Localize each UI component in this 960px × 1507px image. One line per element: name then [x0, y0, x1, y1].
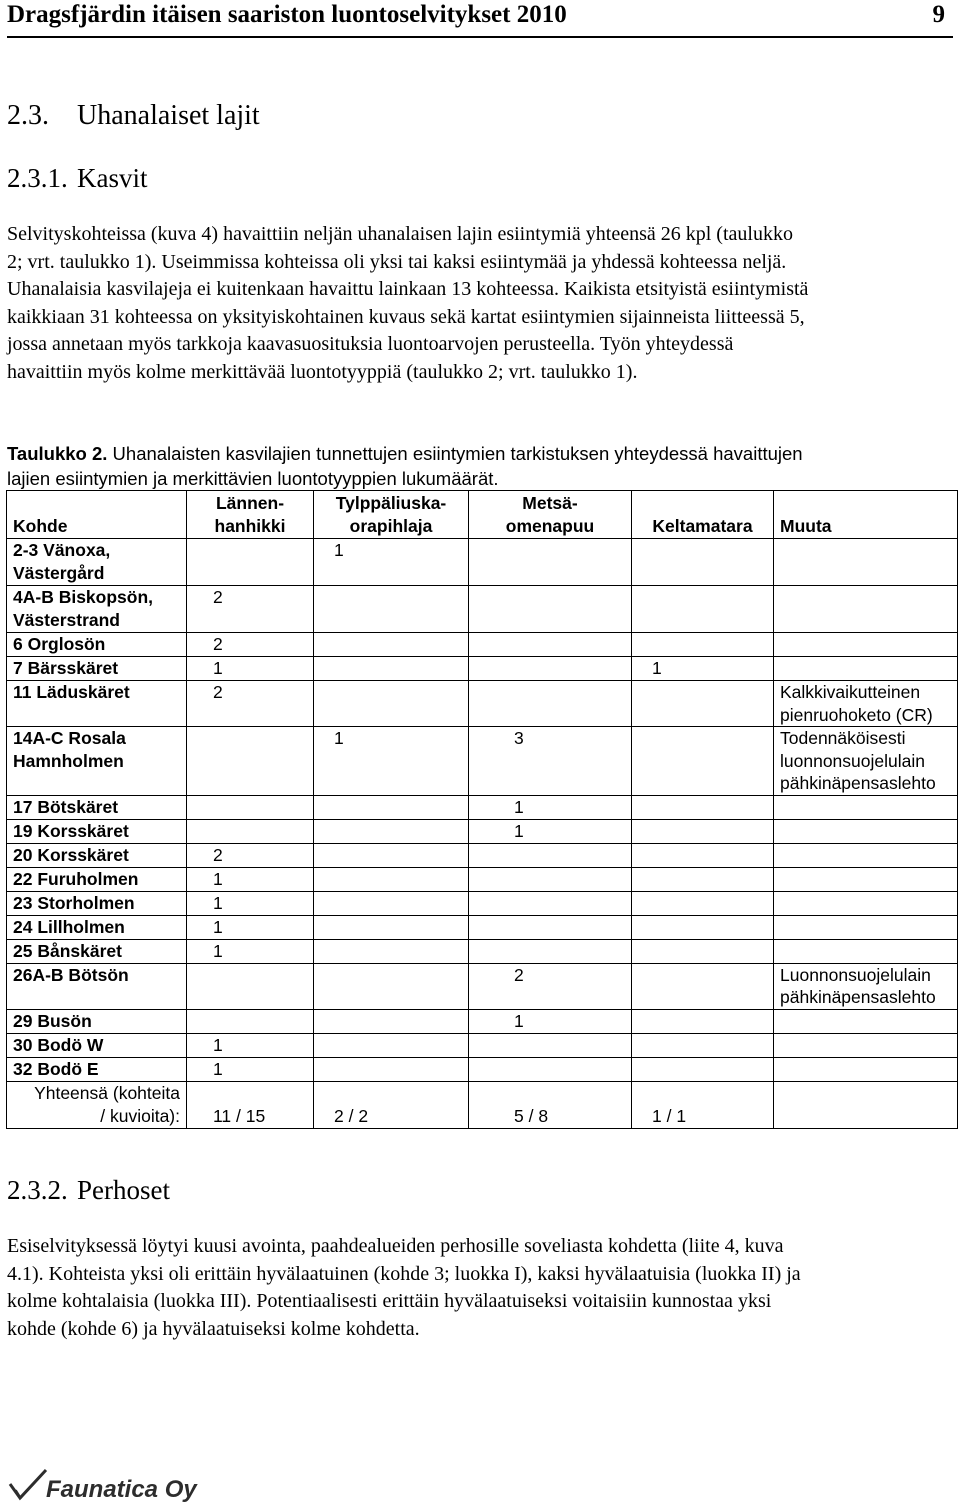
muuta-line: pähkinäpensaslehto: [780, 987, 936, 1007]
table-row: [7, 1033, 958, 1057]
metsaomenapuu-cell: [469, 657, 632, 681]
total-metsaomenapuu: 5 / 8: [469, 1081, 632, 1128]
header-line: hanhikki: [214, 516, 286, 536]
paragraph-perhoset: [7, 1233, 947, 1343]
keltamatara-cell: [632, 1057, 774, 1081]
muuta-line: pähkinäpensaslehto: [780, 773, 936, 793]
total-label-line: / kuvioita):: [100, 1105, 180, 1126]
header-tylppaliuskaorapihlaja: [314, 491, 469, 539]
header-muuta: Muuta: [774, 491, 958, 539]
site-cell: [7, 891, 187, 915]
subsection-number: 2.3.2.: [7, 1175, 68, 1205]
site-cell: [7, 843, 187, 867]
site-name: 32 Bodö E: [13, 1058, 99, 1079]
muuta-cell: [774, 915, 958, 939]
muuta-cell: [774, 939, 958, 963]
table-row: [7, 633, 958, 657]
table-row: [7, 915, 958, 939]
header-metsaomenapuu: [469, 491, 632, 539]
header-line: Tylppäliuska-: [335, 493, 447, 513]
subsection-title: Perhoset: [77, 1175, 170, 1205]
metsaomenapuu-cell: [469, 586, 632, 633]
paragraph-line: jossa annetaan myös tarkkoja kaavasuosituksia luontoarvojen perusteella. Työn yhteydessä: [7, 333, 734, 355]
metsaomenapuu-cell: 1: [469, 819, 632, 843]
lannenhanhikki-cell: 2: [187, 681, 314, 727]
total-row: [7, 1081, 958, 1128]
keltamatara-cell: [632, 915, 774, 939]
lannenhanhikki-cell: 1: [187, 915, 314, 939]
muuta-cell: [774, 727, 958, 796]
table-row: [7, 819, 958, 843]
metsaomenapuu-cell: [469, 539, 632, 586]
keltamatara-cell: [632, 867, 774, 891]
paragraph-kasvit: [7, 221, 947, 386]
metsaomenapuu-cell: [469, 681, 632, 727]
table-row: [7, 795, 958, 819]
site-cell: [7, 1057, 187, 1081]
muuta-line: pienruohoketo (CR): [780, 704, 933, 725]
site-name: 26A-B Bötsön: [13, 964, 129, 985]
total-keltamatara: 1 / 1: [632, 1081, 774, 1128]
keltamatara-cell: [632, 633, 774, 657]
header-kohde: Kohde: [7, 491, 187, 539]
keltamatara-cell: 1: [632, 657, 774, 681]
header-keltamatara: Keltamatara: [632, 491, 774, 539]
logo-text: Faunatica Oy: [46, 1476, 197, 1503]
metsaomenapuu-cell: 1: [469, 1009, 632, 1033]
metsaomenapuu-cell: [469, 1033, 632, 1057]
site-name: 24 Lillholmen: [13, 916, 125, 937]
tylppaliuskaorapihlaja-cell: [314, 586, 469, 633]
keltamatara-cell: [632, 727, 774, 796]
table-header-row: [7, 491, 958, 539]
muuta-cell: [774, 963, 958, 1009]
muuta-line: Kalkkivaikutteinen: [780, 682, 921, 702]
page-number: 9: [932, 1, 945, 28]
site-cell: [7, 657, 187, 681]
site-name: 19 Korsskäret: [13, 820, 129, 841]
metsaomenapuu-cell: 2: [469, 963, 632, 1009]
table-row: [7, 539, 958, 586]
muuta-cell: [774, 1033, 958, 1057]
keltamatara-cell: [632, 939, 774, 963]
site-cell: [7, 963, 187, 1009]
site-name: 23 Storholmen: [13, 892, 135, 913]
muuta-cell: [774, 633, 958, 657]
paragraph-line: Selvityskohteissa (kuva 4) havaittiin neljän uhanalaisen lajin esiintymiä yhteensä 26 kpl (taulukko: [7, 223, 793, 245]
keltamatara-cell: [632, 1009, 774, 1033]
lannenhanhikki-cell: 2: [187, 586, 314, 633]
tylppaliuskaorapihlaja-cell: [314, 1033, 469, 1057]
keltamatara-cell: [632, 681, 774, 727]
header-line: Metsä-: [522, 493, 578, 513]
metsaomenapuu-cell: 1: [469, 795, 632, 819]
tylppaliuskaorapihlaja-cell: [314, 819, 469, 843]
muuta-cell: [774, 681, 958, 727]
muuta-cell: [774, 795, 958, 819]
muuta-cell: [774, 843, 958, 867]
site-name: 4A-B Biskopsön,: [13, 587, 154, 607]
subsection-title: Kasvit: [77, 163, 148, 193]
document-title: Dragsfjärdin itäisen saariston luontoselvitykset 2010: [7, 1, 567, 28]
checkmark-swoosh-icon: [8, 1468, 48, 1504]
paragraph-line: havaittiin myös kolme merkittävää luontotyyppiä (taulukko 2; vrt. taulukko 1).: [7, 360, 638, 383]
site-cell: [7, 1033, 187, 1057]
muuta-cell: [774, 657, 958, 681]
muuta-cell: [774, 539, 958, 586]
lannenhanhikki-cell: 1: [187, 1033, 314, 1057]
tylppaliuskaorapihlaja-cell: [314, 963, 469, 1009]
metsaomenapuu-cell: [469, 939, 632, 963]
metsaomenapuu-cell: [469, 1057, 632, 1081]
site-cell: [7, 795, 187, 819]
site-name: 25 Bånskäret: [13, 940, 122, 961]
metsaomenapuu-cell: [469, 633, 632, 657]
site-cell: [7, 633, 187, 657]
subsection-heading-kasvit: [7, 163, 148, 194]
caption-label: Taulukko 2.: [7, 443, 108, 464]
lannenhanhikki-cell: 1: [187, 867, 314, 891]
metsaomenapuu-cell: [469, 843, 632, 867]
keltamatara-cell: [632, 586, 774, 633]
total-label: [7, 1081, 187, 1128]
table-row: [7, 681, 958, 727]
section-heading: [7, 100, 260, 132]
lannenhanhikki-cell: [187, 1009, 314, 1033]
lannenhanhikki-cell: 1: [187, 1057, 314, 1081]
tylppaliuskaorapihlaja-cell: 1: [314, 727, 469, 796]
lannenhanhikki-cell: [187, 963, 314, 1009]
muuta-cell: [774, 1057, 958, 1081]
site-cell: [7, 1009, 187, 1033]
muuta-cell: [774, 586, 958, 633]
site-name: 14A-C Rosala: [13, 728, 126, 748]
metsaomenapuu-cell: [469, 891, 632, 915]
paragraph-line: kolme kohtalaisia (luokka III). Potentiaalisesti erittäin hyvälaatuiseksi voitaisiin kunnostaa yksi: [7, 1290, 772, 1312]
tylppaliuskaorapihlaja-cell: [314, 843, 469, 867]
site-name: 17 Bötskäret: [13, 796, 119, 817]
lannenhanhikki-cell: 2: [187, 633, 314, 657]
table-row: [7, 939, 958, 963]
site-name: 6 Orglosön: [13, 634, 106, 654]
table-row: [7, 586, 958, 633]
muuta-cell: [774, 867, 958, 891]
header-lannenhanhikki: [187, 491, 314, 539]
table-row: [7, 867, 958, 891]
keltamatara-cell: [632, 891, 774, 915]
site-name: 22 Furuholmen: [13, 868, 139, 889]
header-line: orapihlaja: [349, 516, 433, 536]
header-line: Lännen-: [215, 493, 285, 513]
paragraph-line: kaikkiaan 31 kohteessa on yksityiskohtainen kuvaus sekä kartat esiintymien sijainneista liitteessä 5,: [7, 305, 805, 328]
lannenhanhikki-cell: 1: [187, 891, 314, 915]
tylppaliuskaorapihlaja-cell: [314, 681, 469, 727]
site-name: Västerstrand: [13, 610, 120, 630]
site-cell: [7, 939, 187, 963]
keltamatara-cell: [632, 1033, 774, 1057]
site-cell: [7, 915, 187, 939]
metsaomenapuu-cell: 3: [469, 727, 632, 796]
lannenhanhikki-cell: 1: [187, 657, 314, 681]
site-name: 29 Busön: [13, 1010, 92, 1031]
section-title: Uhanalaiset lajit: [77, 100, 260, 131]
total-lannenhanhikki: 11 / 15: [187, 1081, 314, 1128]
caption-text: Uhanalaisten kasvilajien tunnettujen esiintymien tarkistuksen yhteydessä havaittujen: [107, 443, 803, 464]
tylppaliuskaorapihlaja-cell: [314, 891, 469, 915]
section-number: 2.3.: [7, 100, 49, 131]
site-cell: [7, 539, 187, 586]
muuta-line: Todennäköisesti: [780, 728, 906, 748]
table-row: [7, 1009, 958, 1033]
site-name: 30 Bodö W: [13, 1034, 104, 1055]
muuta-cell: [774, 819, 958, 843]
paragraph-line: 4.1). Kohteista yksi oli erittäin hyvälaatuinen (kohde 3; luokka I), kaksi hyvälaatuisia (luokka II) ja: [7, 1262, 801, 1285]
paragraph-line: 2; vrt. taulukko 1). Useimmissa kohteissa oli yksi tai kaksi esiintymää ja yhdessä kohteessa neljä.: [7, 250, 787, 273]
total-tylppaliuskaorapihlaja: 2 / 2: [314, 1081, 469, 1128]
site-cell: [7, 586, 187, 633]
table-row: [7, 1057, 958, 1081]
caption-text: lajien esiintymien ja merkittävien luontotyyppien lukumäärät.: [7, 468, 499, 489]
page-header: [7, 0, 953, 38]
muuta-cell: [774, 891, 958, 915]
site-cell: [7, 867, 187, 891]
table-row: [7, 891, 958, 915]
faunatica-logo: [8, 1468, 198, 1504]
table-caption: [7, 441, 952, 491]
header-line: omenapuu: [505, 516, 595, 536]
paragraph-line: Uhanalaisia kasvilajeja ei kuitenkaan havaittu lainkaan 13 kohteessa. Kaikista etsityistä esiintymistä: [7, 278, 809, 300]
lannenhanhikki-cell: 1: [187, 939, 314, 963]
lannenhanhikki-cell: [187, 727, 314, 796]
tylppaliuskaorapihlaja-cell: [314, 1009, 469, 1033]
lannenhanhikki-cell: [187, 819, 314, 843]
metsaomenapuu-cell: [469, 915, 632, 939]
paragraph-line: Esiselvityksessä löytyi kuusi avointa, paahdealueiden perhosille soveliasta kohdetta (liite 4, kuva: [7, 1235, 784, 1257]
site-name: Västergård: [13, 563, 105, 583]
paragraph-line: kohde (kohde 6) ja hyvälaatuiseksi kolme kohdetta.: [7, 1317, 420, 1340]
site-name: 11 Läduskäret: [13, 682, 130, 702]
metsaomenapuu-cell: [469, 867, 632, 891]
lannenhanhikki-cell: [187, 539, 314, 586]
muuta-line: Luonnonsuojelulain: [780, 964, 931, 985]
muuta-cell: [774, 1009, 958, 1033]
table-row: [7, 963, 958, 1009]
site-name: 7 Bärsskäret: [13, 658, 119, 678]
tylppaliuskaorapihlaja-cell: [314, 939, 469, 963]
site-name: 20 Korsskäret: [13, 844, 129, 865]
subsection-heading-perhoset: [7, 1175, 170, 1206]
species-table: [6, 490, 958, 1129]
total-label-line: Yhteensä (kohteita: [34, 1082, 180, 1103]
table-row: [7, 727, 958, 796]
keltamatara-cell: [632, 539, 774, 586]
total-muuta: [774, 1081, 958, 1128]
site-name: Hamnholmen: [13, 751, 124, 771]
tylppaliuskaorapihlaja-cell: [314, 867, 469, 891]
keltamatara-cell: [632, 819, 774, 843]
keltamatara-cell: [632, 963, 774, 1009]
tylppaliuskaorapihlaja-cell: 1: [314, 539, 469, 586]
tylppaliuskaorapihlaja-cell: [314, 795, 469, 819]
table-row: [7, 657, 958, 681]
tylppaliuskaorapihlaja-cell: [314, 633, 469, 657]
lannenhanhikki-cell: [187, 795, 314, 819]
keltamatara-cell: [632, 843, 774, 867]
tylppaliuskaorapihlaja-cell: [314, 657, 469, 681]
site-cell: [7, 727, 187, 796]
site-cell: [7, 681, 187, 727]
table-row: [7, 843, 958, 867]
subsection-number: 2.3.1.: [7, 163, 68, 193]
tylppaliuskaorapihlaja-cell: [314, 1057, 469, 1081]
lannenhanhikki-cell: 2: [187, 843, 314, 867]
site-name: 2-3 Vänoxa,: [13, 540, 111, 560]
muuta-line: luonnonsuojelulain: [780, 750, 925, 771]
keltamatara-cell: [632, 795, 774, 819]
site-cell: [7, 819, 187, 843]
tylppaliuskaorapihlaja-cell: [314, 915, 469, 939]
